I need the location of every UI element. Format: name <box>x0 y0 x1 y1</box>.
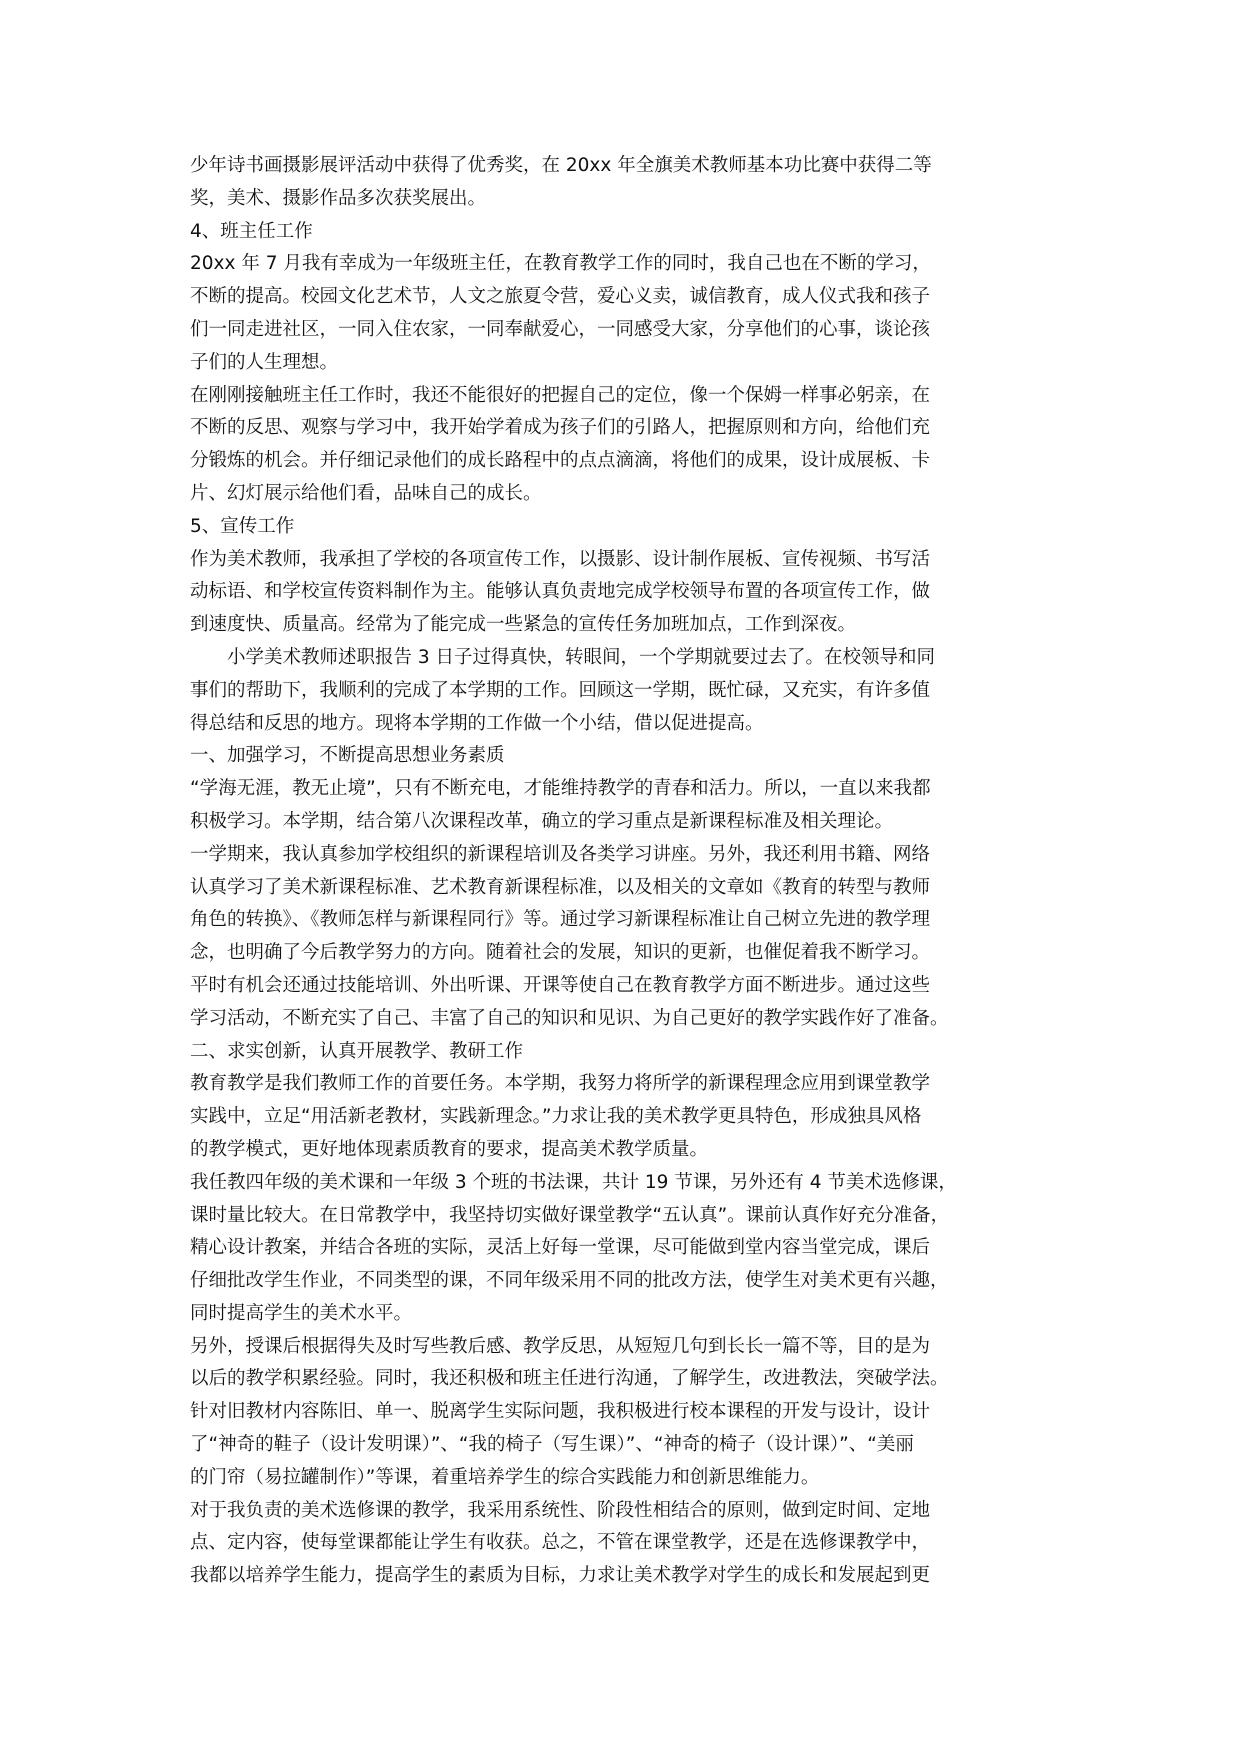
text-line: 点、定内容，使每堂课都能让学生有收获。总之，不管在课堂教学，还是在选修课教学中， <box>190 1532 931 1554</box>
text-line: 作为美术教师，我承担了学校的各项宣传工作，以摄影、设计制作展板、宣传视频、书写活 <box>190 548 931 570</box>
text-line: 得总结和反思的地方。现将本学期的工作做一个小结，借以促进提高。 <box>190 712 764 734</box>
text-line: 同时提高学生的美术水平。 <box>190 1302 413 1324</box>
section-heading: 一、加强学习，不断提高思想业务素质 <box>190 745 505 767</box>
text-line: 少年诗书画摄影展评活动中获得了优秀奖，在 20xx 年全旗美术教师基本功比赛中获得二等 <box>190 155 932 176</box>
text-line: 不断的反思、观察与学习中，我开始学着成为孩子们的引路人，把握原则和方向，给他们充 <box>190 417 931 439</box>
text-line: 奖，美术、摄影作品多次获奖展出。 <box>190 187 487 209</box>
section-heading: 4、班主任工作 <box>190 220 313 242</box>
text-line: 认真学习了美术新课程标准、艺术教育新课程标准，以及相关的文章如《教育的转型与教师 <box>190 876 931 898</box>
text-line: 念，也明确了今后教学努力的方向。随着社会的发展，知识的更新，也催促着我不断学习。 <box>190 942 931 964</box>
text-line: 在刚刚接触班主任工作时，我还不能很好的把握自己的定位，像一个保姆一样事必躬亲，在 <box>190 384 931 406</box>
text-line: 精心设计教案，并结合各班的实际，灵活上好每一堂课，尽可能做到堂内容当堂完成，课后 <box>190 1237 931 1259</box>
text-line: 们一同走进社区，一同入住农家，一同奉献爱心，一同感受大家，分享他们的心事，谈论孩 <box>190 318 931 340</box>
text-line: 一学期来，我认真参加学校组织的新课程培训及各类学习讲座。另外，我还利用书籍、网络 <box>190 843 931 865</box>
section-heading: 5、宣传工作 <box>190 515 295 537</box>
text-line: 积极学习。本学期，结合第八次课程改革，确立的学习重点是新课程标准及相关理论。 <box>190 810 894 832</box>
text-line: 分锻炼的机会。并仔细记录他们的成长路程中的点点滴滴，将他们的成果，设计成展板、卡 <box>190 450 931 472</box>
text-line: 我任教四年级的美术课和一年级 3 个班的书法课，共计 19 节课，另外还有 4 节美术选修课， <box>190 1171 957 1193</box>
text-line: 片、幻灯展示给他们看，品味自己的成长。 <box>190 482 542 504</box>
text-line: 小学美术教师述职报告 3 日子过得真快，转眼间，一个学期就要过去了。在校领导和同 <box>227 646 936 668</box>
text-line: 我都以培养学生能力，提高学生的素质为目标，力求让美术教学对学生的成长和发展起到更 <box>190 1565 931 1587</box>
text-line: 仔细批改学生作业，不同类型的课，不同年级采用不同的批改方法，使学生对美术更有兴趣， <box>190 1270 949 1292</box>
text-line: 的教学模式，更好地体现素质教育的要求，提高美术教学质量。 <box>190 1138 709 1160</box>
text-line: 以后的教学积累经验。同时，我还积极和班主任进行沟通，了解学生，改进教法，突破学法。 <box>190 1368 949 1390</box>
section-heading: 二、求实创新，认真开展教学、教研工作 <box>190 1040 524 1062</box>
text-line: 课时量比较大。在日常教学中，我坚持切实做好课堂教学“五认真”。课前认真作好充分准备， <box>190 1204 950 1226</box>
text-line: 教育教学是我们教师工作的首要任务。本学期，我努力将所学的新课程理念应用到课堂教学 <box>190 1073 931 1095</box>
text-line: 不断的提高。校园文化艺术节，人文之旅夏令营，爱心义卖，诚信教育，成人仪式我和孩子 <box>190 286 931 308</box>
text-line: 20xx 年 7 月我有幸成为一年级班主任，在教育教学工作的同时，我自己也在不断的学习， <box>190 253 931 275</box>
text-line: 学习活动，不断充实了自己、丰富了自己的知识和见识、为自己更好的教学实践作好了准备。 <box>190 1007 949 1029</box>
text-line: 针对旧教材内容陈旧、单一、脱离学生实际问题，我积极进行校本课程的开发与设计，设计 <box>190 1401 931 1423</box>
text-line: 平时有机会还通过技能培训、外出听课、开课等使自己在教育教学方面不断进步。通过这些 <box>190 974 931 996</box>
text-line: “学海无涯，教无止境”，只有不断充电，才能维持教学的青春和活力。所以，一直以来我都 <box>190 778 931 800</box>
text-line: 到速度快、质量高。经常为了能完成一些紧急的宣传任务加班加点，工作到深夜。 <box>190 614 857 636</box>
text-line: 子们的人生理想。 <box>190 351 339 373</box>
text-line: 了“神奇的鞋子（设计发明课）”、“我的椅子（写生课）”、“神奇的椅子（设计课）”、“美丽 <box>190 1434 914 1456</box>
document-body <box>190 150 1070 1593</box>
text-line: 角色的转换》、《教师怎样与新课程同行》等。通过学习新课程标准让自己树立先进的教学理 <box>190 909 931 931</box>
text-line: 的门帘（易拉罐制作）”等课，着重培养学生的综合实践能力和创新思维能力。 <box>190 1466 820 1488</box>
text-line: 事们的帮助下，我顺利的完成了本学期的工作。回顾这一学期，既忙碌，又充实，有许多值 <box>190 679 931 701</box>
text-line: 实践中，立足“用活新老教材，实践新理念。”力求让我的美术教学更具特色，形成独具风格 <box>190 1106 922 1128</box>
text-line: 另外，授课后根据得失及时写些教后感、教学反思，从短短几句到长长一篇不等，目的是为 <box>190 1335 931 1357</box>
text-line: 动标语、和学校宣传资料制作为主。能够认真负责地完成学校领导布置的各项宣传工作，做 <box>190 581 931 603</box>
text-line: 对于我负责的美术选修课的教学，我采用系统性、阶段性相结合的原则，做到定时间、定地 <box>190 1499 931 1521</box>
